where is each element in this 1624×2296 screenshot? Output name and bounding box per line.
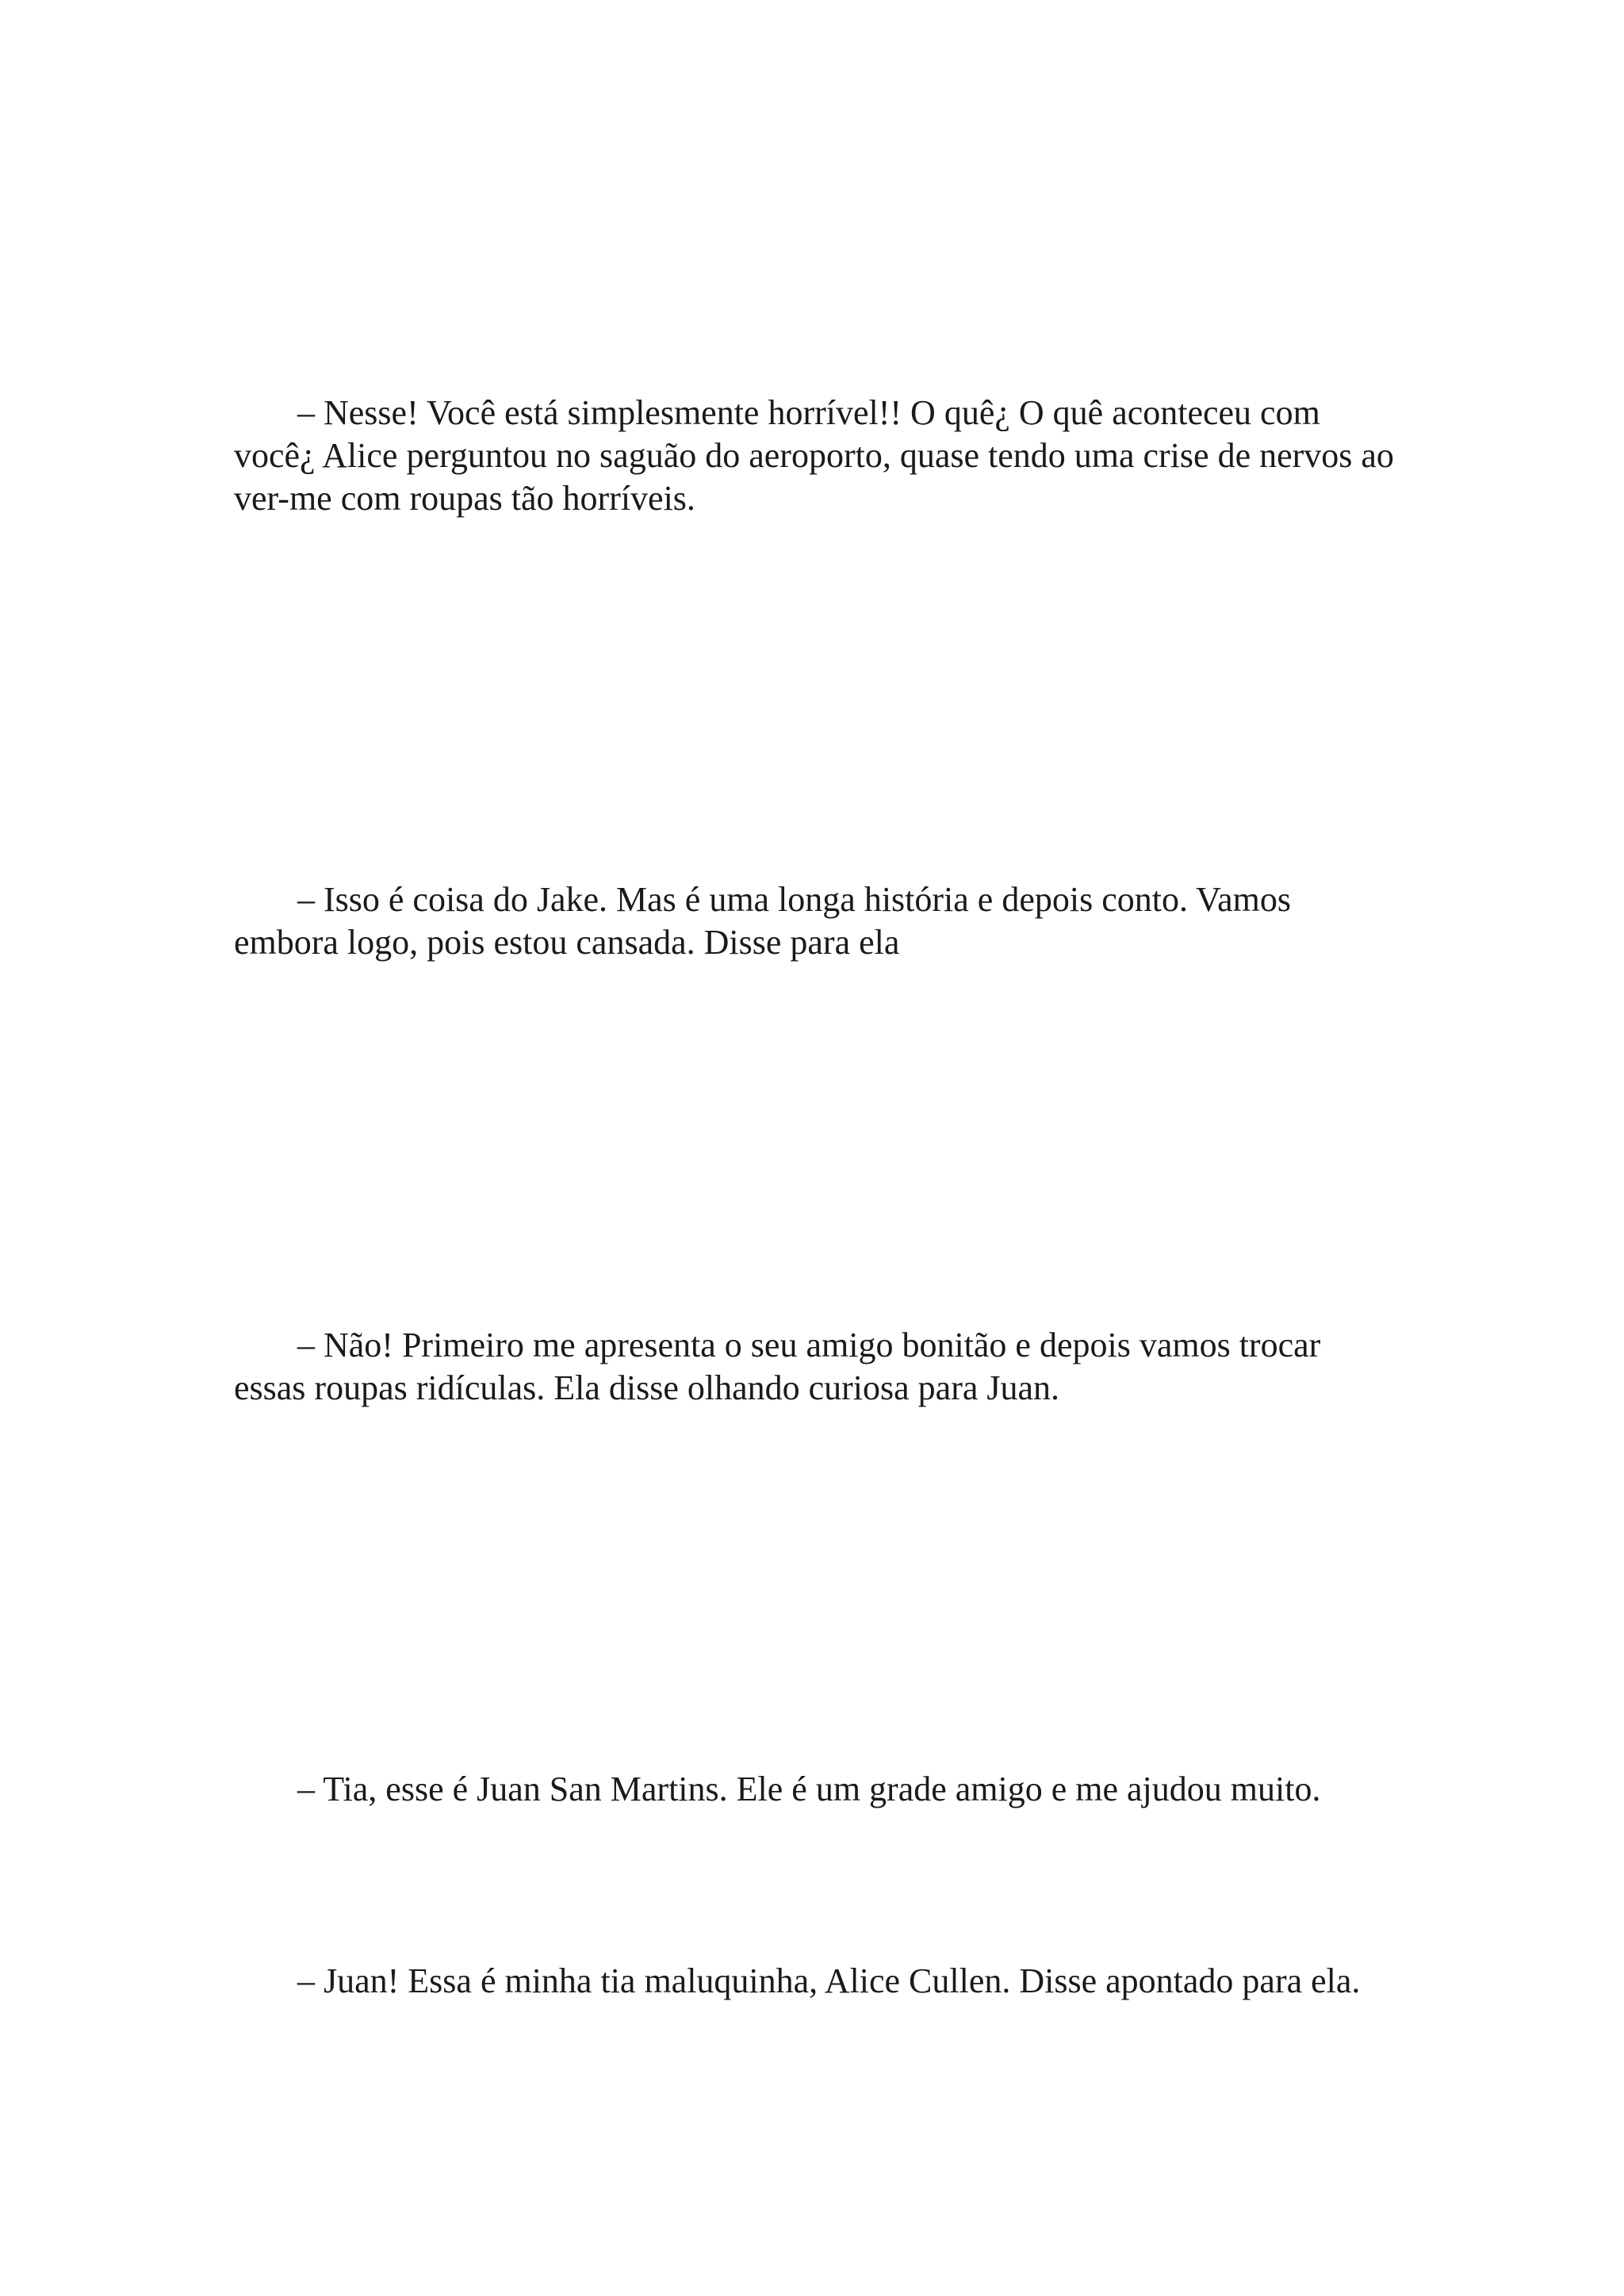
paragraph-5: – Juan! Essa é minha tia maluquinha, Alice Cullen. Disse apontado para ela.: [297, 1961, 1361, 2000]
paragraph-2: – Isso é coisa do Jake. Mas é uma longa história e depois conto. Vamos embora logo, pois estou cansada. Disse para ela: [234, 880, 1291, 962]
paragraph-1: – Nesse! Você está simplesmente horrível!! O quê¿ O quê aconteceu com você¿ Alice perguntou no saguão do aeroporto, quase tendo uma crise de nervos ao ver-me com roupas tão horríveis.: [234, 393, 1394, 518]
paragraph-3: – Não! Primeiro me apresenta o seu amigo bonitão e depois vamos trocar essas roupas ridículas. Ela disse olhando curiosa para Juan.: [234, 1326, 1321, 1407]
paragraph-4: – Tia, esse é Juan San Martins. Ele é um grade amigo e me ajudou muito.: [297, 1770, 1321, 1808]
